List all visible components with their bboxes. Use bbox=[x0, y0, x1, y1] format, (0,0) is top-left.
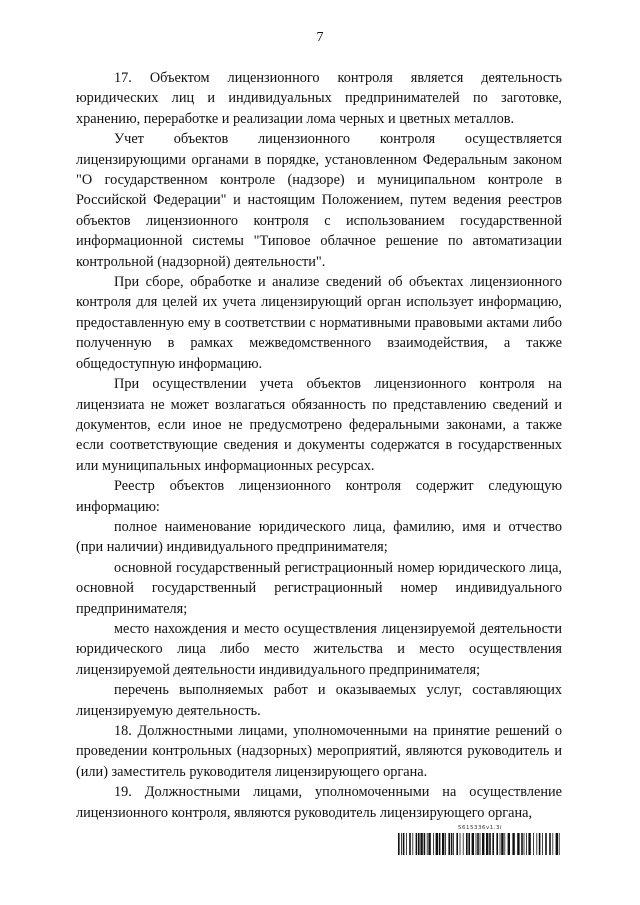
paragraph-19: 19. Должностными лицами, уполномоченными на осуществление лицензионного контроля, являются руководитель лицензирующего органа, bbox=[76, 784, 562, 821]
page-number: 7 bbox=[316, 30, 324, 45]
paragraph-accounting: Учет объектов лицензионного контроля осуществляется лицензирующими органами в порядке, установленном Федеральным законом "О государственном контроле (надзоре) и муниципальном контроле в Российской Федерации" и настоящим Положением, путем ведения реестров объектов лицензионного контроля с использованием государственной информационной системы "Типовое облачное решение по автоматизации контрольной (надзорной) деятельности". bbox=[76, 131, 562, 270]
paragraph-17: 17. Объектом лицензионного контроля является деятельность юридических лиц и индивидуальных предпринимателей по заготовке, хранению, переработке и реализации лома черных и цветных металлов. bbox=[76, 70, 562, 127]
list-item-name: полное наименование юридического лица, фамилию, имя и отчество (при наличии) индивидуального предпринимателя; bbox=[76, 518, 562, 556]
list-item-services: перечень выполняемых работ и оказываемых услуг, составляющих лицензируемую деятельность. bbox=[76, 682, 562, 719]
paragraph-data-collection: При сборе, обработке и анализе сведений об объектах лицензионного контроля для целей их учета лицензирующий орган использует информацию, предоставленную ему в соответствии с нормативными правовыми актами либо полученную в рамках межведомственного взаимодействия, а также общедоступную информацию. bbox=[76, 274, 562, 372]
paragraph-registry-intro: Реестр объектов лицензионного контроля содержит следующую информацию: bbox=[76, 478, 562, 515]
list-item-location: место нахождения и место осуществления лицензируемой деятельности юридического лица либо место жительства и место осуществления лицензируемой деятельности индивидуального предпринимателя; bbox=[76, 620, 562, 678]
document-body bbox=[76, 68, 562, 823]
barcode bbox=[398, 825, 562, 855]
paragraph-18: 18. Должностными лицами, уполномоченными на принятие решений о проведении контрольных (надзорных) мероприятий, являются руководитель и (или) заместитель руководителя лицензирующего органа. bbox=[76, 723, 562, 780]
barcode-icon bbox=[398, 833, 562, 855]
paragraph-licensee-obligations: При осуществлении учета объектов лицензионного контроля на лицензиата не может возлагаться обязанность по представлению сведений и документов, если иное не предусмотрено федеральными законами, а также если соответствующие сведения и документы содержатся в государственных или муниципальных информационных ресурсах. bbox=[76, 376, 562, 474]
list-item-ogrn: основной государственный регистрационный номер юридического лица, основной государственный регистрационный номер индивидуального предпринимателя; bbox=[76, 559, 562, 617]
barcode-caption: 5615336v1.3i bbox=[457, 825, 503, 831]
